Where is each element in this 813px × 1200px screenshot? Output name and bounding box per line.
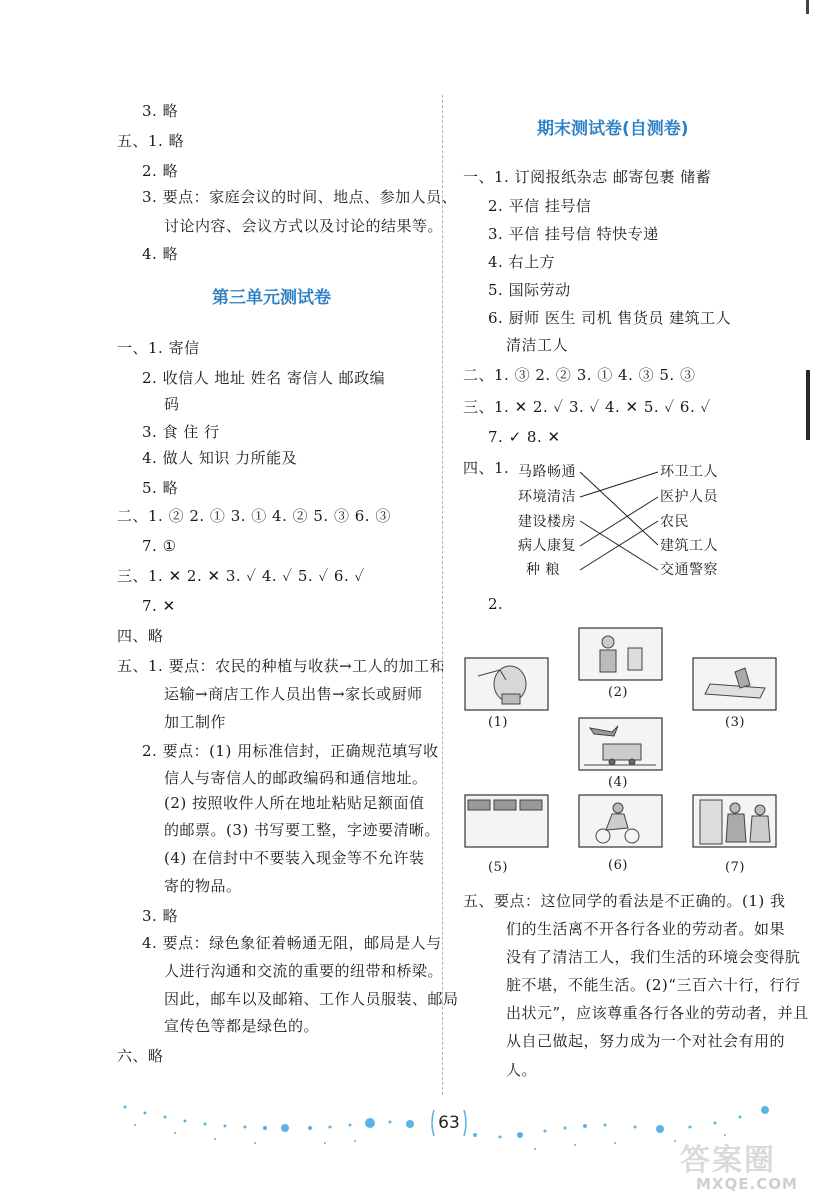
- match-left-item: 病人康复: [518, 538, 576, 554]
- picture-delivery: [700, 800, 770, 844]
- answer-line: 三、1. ✕ 2. ✓ 3. ✓ 4. ✕ 5. ✓ 6. ✓: [463, 398, 711, 416]
- answer-line: 4. 做人 知识 力所能及: [142, 449, 298, 467]
- answer-line: 四、略: [117, 627, 164, 645]
- answer-line: 三、1. ✕ 2. ✕ 3. ✓ 4. ✓ 5. ✓ 6. ✓: [117, 567, 365, 585]
- answer-line: 7. ①: [142, 537, 177, 555]
- picture-label: (6): [608, 858, 628, 873]
- answer-line: 7. ✓ 8. ✕: [488, 428, 561, 446]
- answer-line: 人进行沟通和交流的重要的纽带和桥梁。: [164, 962, 444, 980]
- match-left-item: 建设楼房: [518, 514, 576, 530]
- picture-label: (4): [608, 775, 628, 790]
- watermark-logo: [672, 1135, 812, 1197]
- match-left-item: 种 粮: [526, 562, 560, 578]
- answer-line: 运输→商店工作人员出售→家长或厨师: [164, 685, 423, 703]
- answer-line: 6. 厨师 医生 司机 售货员 建筑工人: [488, 309, 732, 327]
- answer-line: 2. 平信 挂号信: [488, 197, 592, 215]
- answer-line: 4. 略: [142, 245, 179, 263]
- picture-label: (2): [608, 685, 628, 700]
- answer-line: 5. 国际劳动: [488, 281, 571, 299]
- answer-line: 清洁工人: [506, 336, 569, 354]
- answer-line: 五、要点：这位同学的看法是不正确的。(1) 我: [463, 892, 786, 910]
- answer-line: 五、1. 要点：农民的种植与收获→工人的加工和: [117, 657, 446, 675]
- answer-line: 宣传色等都是绿色的。: [164, 1017, 320, 1035]
- match-right-item: 交通警察: [660, 562, 718, 578]
- answer-line: 一、1. 寄信: [117, 339, 200, 357]
- answer-line: 的邮票。(3) 书写要工整，字迹要清晰。: [164, 821, 441, 839]
- match-right-item: 医护人员: [660, 489, 718, 505]
- answer-line: 2. 收信人 地址 姓名 寄信人 邮政编: [142, 369, 386, 387]
- picture-label: (5): [488, 860, 508, 875]
- picture-label: (7): [725, 860, 745, 875]
- answer-line: (4) 在信封中不要装入现金等不允许装: [164, 849, 425, 867]
- answer-line: 2. 要点：(1) 用标准信封，正确规范填写收: [142, 742, 439, 760]
- answer-line: 们的生活离不开各行各业的劳动者。如果: [506, 920, 786, 938]
- picture-label: (3): [725, 715, 745, 730]
- answer-line: 六、略: [117, 1047, 164, 1065]
- answer-line: 码: [164, 395, 180, 413]
- answer-line: 2.: [488, 595, 504, 613]
- answer-line: 脏不堪，不能生活。(2)“三百六十行，行行: [506, 976, 801, 994]
- answer-line: 五、1. 略: [117, 132, 185, 150]
- answer-line: 4. 右上方: [488, 253, 556, 271]
- answer-line: 二、1. ② 2. ① 3. ① 4. ② 5. ③ 6. ③: [117, 507, 391, 525]
- answer-line: 5. 略: [142, 479, 179, 497]
- answer-line: 一、1. 订阅报纸杂志 邮寄包裹 储蓄: [463, 168, 712, 186]
- section-title: 第三单元测试卷: [212, 288, 331, 308]
- picture-market: [468, 800, 542, 810]
- answer-line: 3. 略: [142, 102, 179, 120]
- answer-line: 3. 食 住 行: [142, 423, 220, 441]
- answer-line: 人。: [506, 1061, 538, 1079]
- answer-line: 寄的物品。: [164, 877, 242, 895]
- match-left-item: 马路畅通: [518, 464, 576, 480]
- answer-line: 加工制作: [164, 713, 227, 731]
- match-right-item: 环卫工人: [660, 464, 718, 480]
- answer-line: 二、1. ③ 2. ② 3. ① 4. ③ 5. ③: [463, 366, 696, 384]
- answer-line: 因此，邮车以及邮箱、工作人员服装、邮局: [164, 990, 459, 1008]
- watermark-url: MXQE.COM: [696, 1175, 798, 1193]
- picture-label: (1): [488, 715, 508, 730]
- watermark-text: 答案圈: [680, 1143, 776, 1178]
- section-title: 期末测试卷(自测卷): [537, 119, 689, 139]
- answer-line: 3. 略: [142, 907, 179, 925]
- answer-line: 四、1.: [463, 459, 510, 477]
- answer-line: 2. 略: [142, 162, 179, 180]
- page-number: 63: [438, 1113, 460, 1133]
- answer-line: 3. 要点：家庭会议的时间、地点、参加人员、: [142, 188, 458, 206]
- match-right-item: 农民: [660, 514, 689, 530]
- match-right-item: 建筑工人: [660, 538, 718, 554]
- answer-line: 7. ✕: [142, 597, 176, 615]
- answer-line: 4. 要点：绿色象征着畅通无阻，邮局是人与: [142, 934, 442, 952]
- answer-line: (2) 按照收件人所在地址粘贴足额面值: [164, 794, 425, 812]
- answer-line: 信人与寄信人的邮政编码和通信地址。: [164, 769, 428, 787]
- answer-line: 3. 平信 挂号信 特快专递: [488, 225, 659, 243]
- answer-line: 讨论内容、会议方式以及讨论的结果等。: [164, 217, 444, 235]
- answer-line: 出状元”，应该尊重各行各业的劳动者，并且: [506, 1004, 809, 1022]
- match-left-item: 环境清洁: [518, 489, 576, 505]
- answer-line: 没有了清洁工人，我们生活的环境会变得肮: [506, 948, 801, 966]
- answer-line: 从自己做起，努力成为一个对社会有用的: [506, 1032, 786, 1050]
